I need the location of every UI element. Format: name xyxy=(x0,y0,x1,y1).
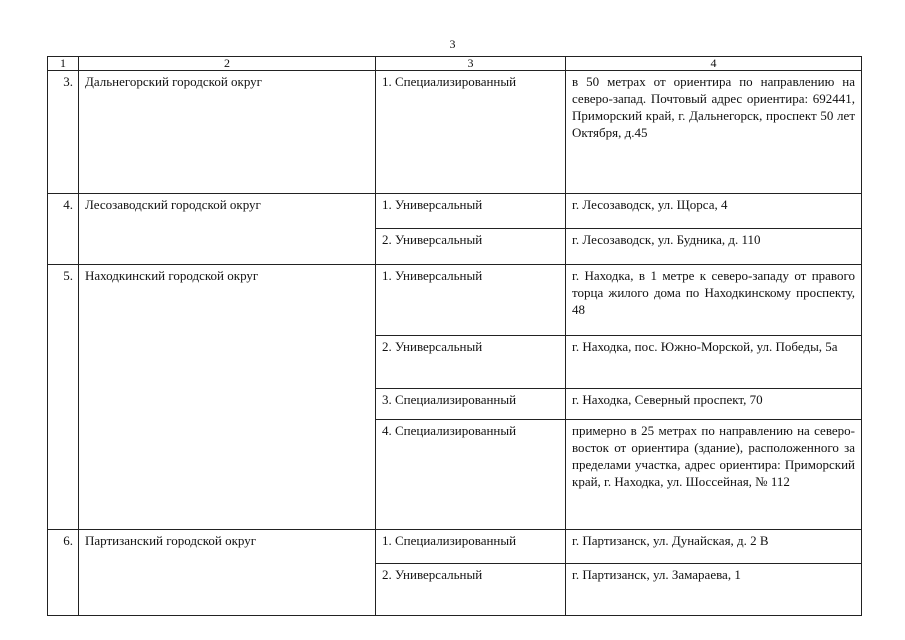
market-type: 1. Универсальный xyxy=(376,265,566,336)
header-col-3: 3 xyxy=(376,57,566,71)
market-address: примерно в 25 метрах по направлению на северо-восток от ориентира (здание), расположенного за пределами участка, адрес ориентира: Приморский край, г. Находка, ул. Шоссейная, № 112 xyxy=(566,420,862,530)
header-col-2: 2 xyxy=(79,57,376,71)
page-number: 3 xyxy=(449,37,456,51)
market-type: 2. Универсальный xyxy=(376,564,566,616)
table-header-row xyxy=(48,57,862,71)
table-row xyxy=(48,530,862,564)
row-number: 5. xyxy=(48,265,79,530)
row-number: 6. xyxy=(48,530,79,616)
market-address: г. Лесозаводск, ул. Щорса, 4 xyxy=(566,194,862,229)
market-type: 1. Специализированный xyxy=(376,530,566,564)
market-address: г. Партизанск, ул. Дунайская, д. 2 В xyxy=(566,530,862,564)
markets-table xyxy=(47,56,862,616)
market-address: г. Находка, Северный проспект, 70 xyxy=(566,389,862,420)
market-type: 1. Универсальный xyxy=(376,194,566,229)
market-type: 2. Универсальный xyxy=(376,229,566,265)
district-name: Дальнегорский городской округ xyxy=(79,71,376,194)
market-type: 4. Специализированный xyxy=(376,420,566,530)
header-col-1: 1 xyxy=(48,57,79,71)
market-address: в 50 метрах от ориентира по направлению на северо-запад. Почтовый адрес ориентира: 692441, Приморский край, г. Дальнегорск, проспект 50 лет Октября, д.45 xyxy=(566,71,862,194)
table-row xyxy=(48,265,862,336)
market-address: г. Находка, пос. Южно-Морской, ул. Победы, 5а xyxy=(566,336,862,389)
market-address: г. Лесозаводск, ул. Будника, д. 110 xyxy=(566,229,862,265)
row-number: 4. xyxy=(48,194,79,265)
header-col-4: 4 xyxy=(566,57,862,71)
market-type: 2. Универсальный xyxy=(376,336,566,389)
market-address: г. Находка, в 1 метре к северо-западу от правого торца жилого дома по Находкинскому проспекту, 48 xyxy=(566,265,862,336)
market-address: г. Партизанск, ул. Замараева, 1 xyxy=(566,564,862,616)
table-row xyxy=(48,194,862,229)
market-type: 1. Специализированный xyxy=(376,71,566,194)
district-name: Находкинский городской округ xyxy=(79,265,376,530)
table-row xyxy=(48,71,862,194)
district-name: Партизанский городской округ xyxy=(79,530,376,616)
district-name: Лесозаводский городской округ xyxy=(79,194,376,265)
row-number: 3. xyxy=(48,71,79,194)
market-type: 3. Специализированный xyxy=(376,389,566,420)
